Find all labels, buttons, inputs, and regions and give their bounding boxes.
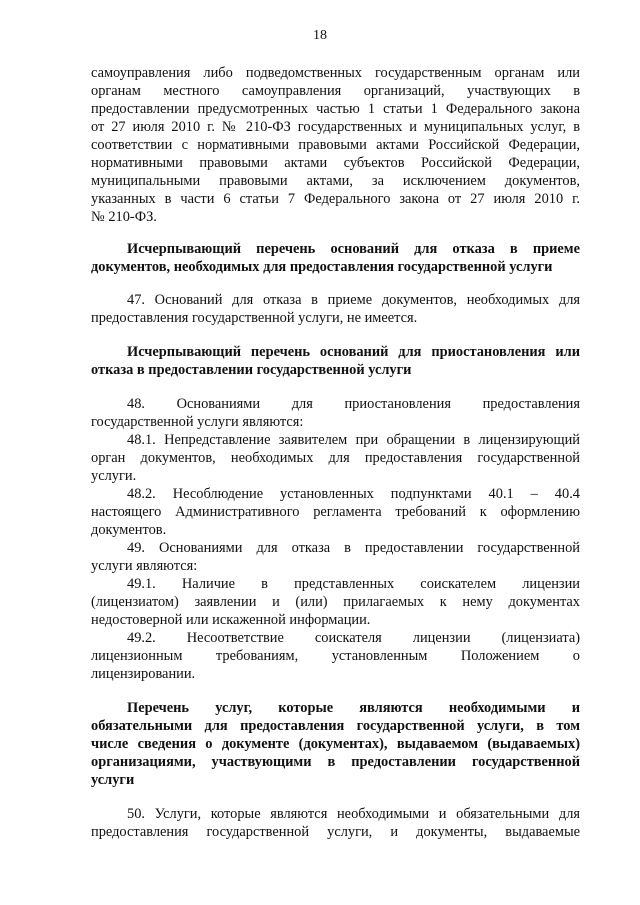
text-line: от 27 июля 2010 г. № 210-ФЗ государственных и муниципальных услуг, в (91, 119, 580, 135)
text-line: органам местного самоуправления организаций, участвующих в (91, 83, 580, 99)
section-heading: организациями, участвующими в предоставлении государственной (91, 754, 580, 770)
text-line: государственной услуги являются: (91, 414, 304, 430)
text-line: документов. (91, 522, 167, 538)
text-line: соответствии с нормативными правовыми актами Российской Федерации, (91, 137, 580, 153)
text-line: 49.1. Наличие в представленных соискателем лицензии (127, 576, 580, 592)
text-line: услуги. (91, 468, 137, 484)
section-heading: отказа в предоставлении государственной услуги (91, 362, 412, 378)
text-line: нормативными правовыми актами субъектов Российской Федерации, (91, 155, 580, 171)
section-heading: Перечень услуг, которые являются необходимыми и (127, 700, 580, 716)
section-heading: обязательными для предоставления государственной услуги, в том (91, 718, 580, 734)
text-line: 47. Оснований для отказа в приеме документов, необходимых для (127, 292, 580, 308)
text-line: настоящего Административного регламента требований к оформлению (91, 504, 580, 520)
text-line: 50. Услуги, которые являются необходимыми и обязательными для (127, 806, 580, 822)
text-line: муниципальными правовыми актами, за исключением документов, (91, 173, 580, 189)
text-line: 48. Основаниями для приостановления предоставления (127, 396, 580, 412)
text-line: № 210-ФЗ. (91, 209, 157, 225)
section-heading: числе сведения о документе (документах), выдаваемом (выдаваемых) (91, 736, 580, 752)
text-line: недостоверной или искаженной информации. (91, 612, 371, 628)
text-line: (лицензиатом) заявлении и (или) прилагаемых к нему документах (91, 594, 580, 610)
text-line: самоуправления либо подведомственных государственным органам или (91, 65, 580, 81)
text-line: 49. Основаниями для отказа в предоставлении государственной (127, 540, 580, 556)
text-line: указанных в части 6 статьи 7 Федерального закона от 27 июля 2010 г. (91, 191, 580, 207)
text-line: услуги являются: (91, 558, 198, 574)
text-line: орган документов, необходимых для предоставления государственной (91, 450, 580, 466)
section-heading: документов, необходимых для предоставления государственной услуги (91, 259, 553, 275)
page-number: 18 (313, 28, 327, 43)
text-line: лицензировании. (91, 666, 196, 682)
text-line: 48.1. Непредставление заявителем при обращении в лицензирующий (127, 432, 580, 448)
text-line: предоставления государственной услуги, не имеется. (91, 310, 418, 326)
section-heading: Исчерпывающий перечень оснований для приостановления или (127, 344, 580, 360)
text-line: предоставления государственной услуги, и документы, выдаваемые (91, 824, 580, 840)
text-line: 48.2. Несоблюдение установленных подпунктами 40.1 – 40.4 (127, 486, 580, 502)
section-heading: Исчерпывающий перечень оснований для отказа в приеме (127, 241, 580, 257)
text-line: 49.2. Несоответствие соискателя лицензии (лицензиата) (127, 630, 580, 646)
text-line: лицензионным требованиям, установленным Положением о (91, 648, 580, 664)
section-heading: услуги (91, 772, 135, 788)
text-line: предоставлении предусмотренных частью 1 статьи 1 Федерального закона (91, 101, 580, 117)
